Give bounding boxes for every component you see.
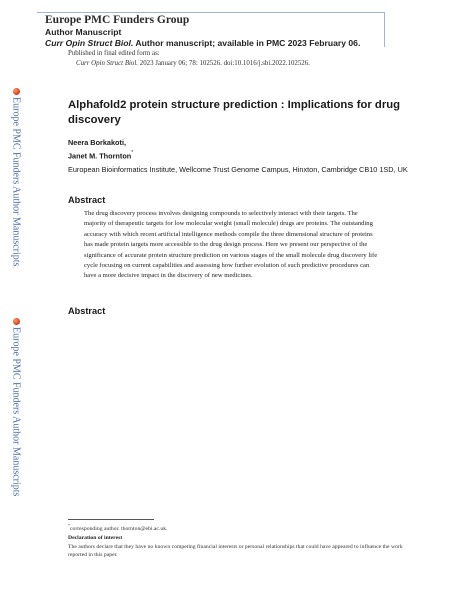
author-name xyxy=(68,151,133,160)
sidebar-label-top xyxy=(9,88,23,266)
citation-details: 2023 January 06; 78: 102526. doi:10.1016/j.sbi.2022.102526. xyxy=(138,60,310,67)
manuscript-label: Author Manuscript xyxy=(45,27,122,37)
interest-heading: Declaration of interest xyxy=(68,535,123,541)
author-name: Neera Borkakoti, xyxy=(68,138,126,147)
abstract-body: The drug discovery process involves designing compounds to selectively interact with their targets. The majority of therapeutic targets for low molecular weight (small molecule) drugs are proteins. The outstanding accuracy with which recent artificial intelligence methods compile the three dimensional structure of proteins has made protein targets more accessible to the drug design process. Here we present our perspective of the significance of accurate protein structure prediction on various stages of the small molecule drug discovery life cycle focusing on current capabilities and assessing how further evolution of such predictive procedures can have a more decisive impact in the discovery of new medicines. xyxy=(84,210,378,280)
sidebar-label-bottom xyxy=(9,318,23,496)
interest-statement: The authors declare that they have no known competing financial interests or personal relationships that could have appeared to influence the work reported in this paper. xyxy=(68,544,403,558)
citation-journal: Curr Opin Struct Biol. xyxy=(76,60,139,67)
journal-name: Curr Opin Struct Biol. xyxy=(45,38,134,48)
sidebar-label-text: Europe PMC Funders Author Manuscripts xyxy=(10,97,22,267)
availability-line xyxy=(45,38,360,48)
corresponding-mark: * xyxy=(131,150,134,156)
footnote-mark: * xyxy=(68,523,70,528)
corresponding-footnote xyxy=(68,523,167,532)
sidebar-label-text: Europe PMC Funders Author Manuscripts xyxy=(10,327,22,497)
article-title: Alphafold2 protein structure prediction : Implications for drug discovery xyxy=(68,99,401,126)
europe-pmc-logo-icon xyxy=(13,88,20,95)
corresponding-email: corresponding author. thornton@ebi.ac.uk. xyxy=(70,525,168,532)
abstract-heading: Abstract xyxy=(68,195,106,205)
funder-group-title: Europe PMC Funders Group xyxy=(45,14,190,26)
europe-pmc-logo-icon xyxy=(13,318,20,325)
author-name-text: Janet M. Thornton xyxy=(68,151,132,161)
availability-text: Author manuscript; available in PMC 2023 February 06. xyxy=(133,38,361,48)
citation[interactable] xyxy=(76,60,310,67)
published-line: Published in final edited form as: xyxy=(68,50,160,57)
footnote-divider xyxy=(68,519,154,520)
author-affiliation: European Bioinformatics Institute, Wellcome Trust Genome Campus, Hinxton, Cambridge CB10 1SD, UK xyxy=(68,165,408,174)
abstract-heading-2: Abstract xyxy=(68,306,106,316)
